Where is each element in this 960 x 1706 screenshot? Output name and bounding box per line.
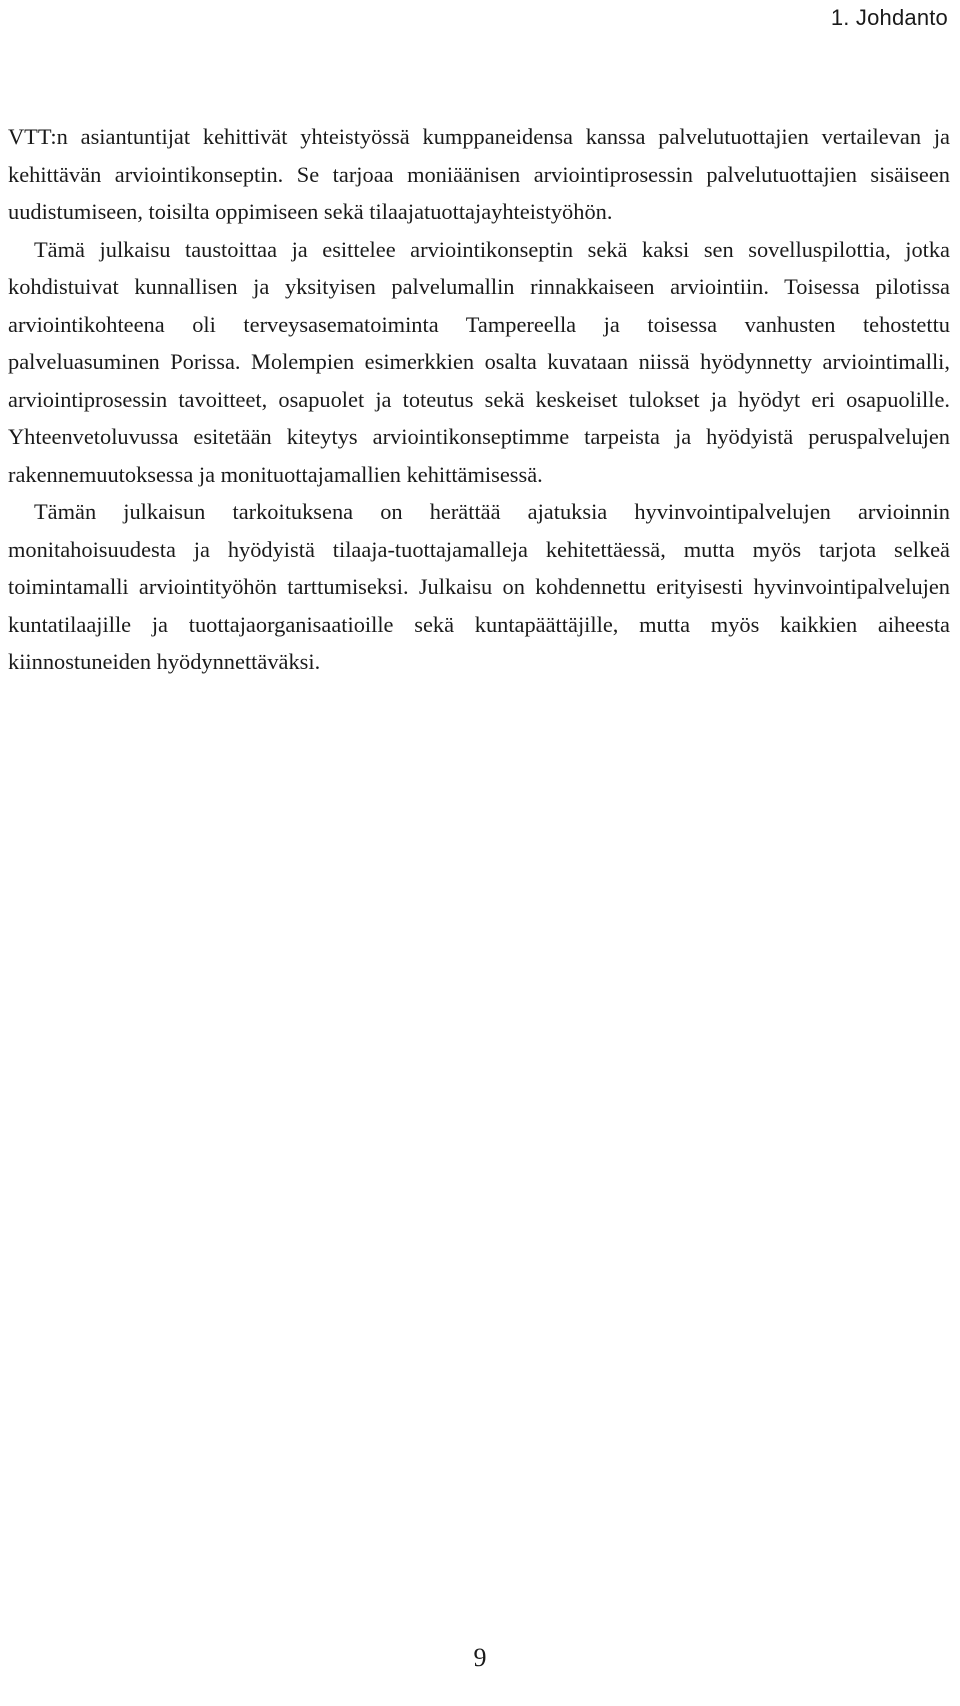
page-number: 9 [473, 1643, 487, 1672]
paragraph-1: VTT:n asiantuntijat kehittivät yhteistyössä kumppaneidensa kanssa palvelutuottajien vertailevan ja kehittävän arviointikonseptin. Se tarjoaa moniäänisen arviointiprosessin palvelutuottajien sisäiseen uudistumiseen, toisilta oppimiseen sekä tilaajatuottajayhteistyöhön. [8, 124, 950, 224]
running-header [831, 4, 948, 32]
paragraph-2: Tämä julkaisu taustoittaa ja esittelee arviointikonseptin sekä kaksi sen sovelluspilottia, jotka kohdistuivat kunnallisen ja yksityisen palvelumallin rinnakkaiseen arviointiin. Toisessa pilotissa arviointikohteena oli terveysasematoiminta Tampereella ja toisessa vanhusten tehostettu palveluasuminen Porissa. Molempien esimerkkien osalta kuvataan niissä hyödynnetty arviointimalli, arviointiprosessin tavoitteet, osapuolet ja toteutus sekä keskeiset tulokset ja hyödyt eri osapuolille. Yhteenvetoluvussa esitetään kiteytys arviointikonseptimme tarpeista ja hyödyistä peruspalvelujen rakennemuutoksessa ja monituottajamallien kehittämisessä. [8, 236, 950, 487]
chapter-title: 1. Johdanto [830, 5, 948, 30]
body-text [8, 118, 950, 681]
paragraph-3: Tämän julkaisun tarkoituksena on herättää ajatuksia hyvinvointipalvelujen arvioinnin monitahoisuudesta ja hyödyistä tilaaja-tuottajamalleja kehitettäessä, mutta myös tarjota selkeä toimintamalli arviointityöhön tarttumiseksi. Julkaisu on kohdennettu erityisesti hyvinvointipalvelujen kuntatilaajille ja tuottajaorganisaatioille sekä kuntapäättäjille, mutta myös kaikkien aiheesta kiinnostuneiden hyödynnettäväksi. [8, 499, 950, 674]
